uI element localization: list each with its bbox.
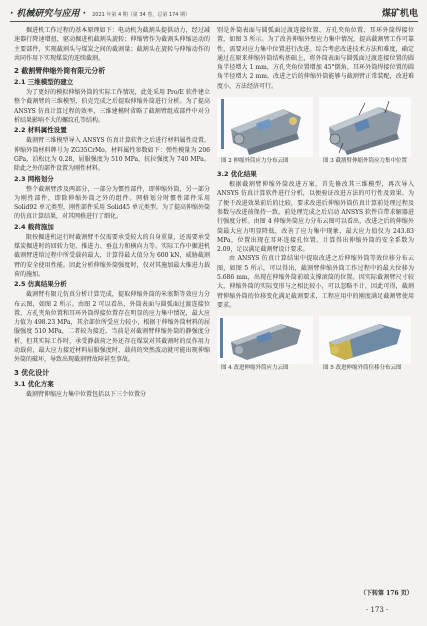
paragraph-2-2: 截割臂三维模型导入 ANSYS 仿真计算软件之后进行材料属性设置，伸缩外筒材料牌号为 ZG35CrMo，材料属性参数如下：弹性模量为 206 GPa，泊松比为 0.28，屈服强度为 510 MPa，抗拉强度为 740 MPa。除此之外的部件设置为刚性材料。: [14, 137, 210, 173]
left-column: [14, 26, 210, 399]
figure-3: [319, 97, 411, 165]
continued-note: （下转第 176 页）: [360, 590, 413, 597]
heading-2-3: 2.3 网格划分: [14, 174, 54, 183]
figure-3-caption: 图 3 截割臂伸缩外筒应力集中位置: [323, 158, 407, 165]
paragraph-3-2b: 由 ANSYS 仿真计算结果中提取改进之后伸缩外筒等效位移分布云图，如图 5 所示，可以得出，截割臂伸缩外筒工作过程中的最大位移为 5.686 mm，出现在伸缩外筒前端支撑滚筒的位置。因实际截割臂尺寸较大，伸缩外筒的实际变形与之相比较小，可以忽略不计，因此可得，截割臂伸缩外筒的位移变化满足截割要求，工程应用中的刚度满足截割臂使用要求。: [217, 255, 414, 309]
stress-concentration-image: [319, 97, 411, 157]
displacement-contour-image: [319, 316, 411, 364]
figure-4-caption: 图 4 改进伸缩外筒应力云图: [221, 365, 289, 372]
paragraph-2-5: 截割臂有限元仿真分析计算完成，提取伸缩外筒的米塞斯等效应力分布云图，如图 2 所示。由图 2 可以看出，外筒表面与圆弧面过渡连接位置，方孔夹角位置和耳环外筒焊接位置存在明显的应力集中情况，最大应力值为 498.23 MPa，其余部位所受应力较小，根据于伸缩外筒材料的屈服强度 510 MPa，二者较为接近。当前是对截割臂伸缩外筒的静强度分析，但其实际工作时，承受静载荷之外还存在煤炭对其截割时的反作用力动载荷，最大应力接近材料屈服强度时，载荷的突然波动就可能出现伸缩外筒的破坏，导致出现截割臂故障甚至事故。: [14, 291, 210, 364]
paragraph-3-1-cont: 别是外筒表面与圆弧面过渡连接位置、方孔夹角位置、耳环外筒焊接位置，如图 3 所示。为了改善伸缩外壁应力集中情况，提高截割臂工作可靠性，需要对应力集中位置进行改进。综合考虑改进技术方法和难度，确定通过在原来伸缩外筒结构基础上，将外筒表面与圆弧面过渡连接位置的圆角半径增大 1 mm，方孔夹角位置增加 45°倒角，耳环外筒焊接位置的圆角半径增大 2 mm。改进之后的伸缩外筒能够与截割臂正常装配，改进难度小，方法经济可行。: [217, 27, 414, 90]
running-header: [10, 6, 418, 22]
paragraph-2-3: 整个截割臂涉及两部分，一部分为惯性部件，即伸缩外筒，另一部分为刚性部件，即除伸缩外筒之外的组件。网格划分时惯性部件采用 Solid92 单元类型，刚性部件采用 Solid45 单元类型。为了提高伸缩外筒的仿真计算结果，对其网格进行了细化。: [14, 185, 210, 221]
figure-row-bottom: [217, 316, 414, 372]
heading-2-1: 2.1 三维模型的建立: [14, 78, 74, 87]
figure-5-caption: 图 5 改进伸缩外筒位移分布云图: [323, 365, 402, 372]
heading-3-2: 3.2 优化结果: [217, 170, 257, 179]
heading-2-4: 2.4 载荷施加: [14, 222, 54, 231]
paragraph-2-1: 为了更好的模拟伸缩外筒的实际工作情况，此处采用 Pro/E 软件建立整个截割臂的三维模型，伯克完成之后提取伸缩外筒进行分析。为了提高 ANSYS 仿真计算过程的效率，三维建模时省略了截割臂组成部件中对分析结果影响不大的螺纹孔等结构。: [14, 89, 210, 125]
heading-2-5: 2.5 仿真结果分析: [14, 280, 67, 289]
figure-row-top: [217, 97, 414, 165]
issue-info: 2021 年第 4 期（第 34 卷，总第 174 期）: [92, 12, 191, 18]
section-tag: 煤矿机电: [381, 9, 418, 19]
paragraph-3-2: 根据截割臂伸缩外筒改进方案，首先修改其三维模型，再次导入 ANSYS 仿真计算软件进行分析，以便验证改进方法的可行性及效果。为了便于改进效果前后的比较，要求改进后伸缩外筒仿真计算前处理过程及参数与改进前保持一致。前处理完成之后启动 ANSYS 软件自带求解器进行强度分析。由图 4 伸缩外筒应力分布云图可以看出，改进之后的伸缩外筒最大应力明显降低，改善了应力集中现象，最大应力值仅为 243.83 MPa，位置出现在耳环连接孔位置。计算得出伸缩外筒的安全系数为 2.09，足以满足截割臂设计要求。: [217, 181, 414, 254]
figure-4: [217, 316, 313, 372]
paragraph-2-4: 限按掘进机运行时截割臂不仅需要承受较大的自身重量，还需要承受煤炭掘进时的回转力矩、推进力、垂直力和横向力等。实际工作中掘进机截割臂进给过程中所受载荷最大，计算得最大值分为 600 kN，威胁截割臂的安全使用性能。因此分析伸缩外筒强度时，仅对其施加最大推进力载荷的施加。: [14, 233, 210, 278]
right-column: [217, 26, 414, 372]
stress-contour-image: [217, 97, 313, 157]
intro-paragraph: 掘进机工作过程的基本原理如下：电动机为截割头提供动力，经过减速器行降速增扭，驱动掘进机截割头旋转；伸缩臂作为截割头伸缩运动的主要部件，实现截割头与煤炭之间的截割量；截割头在旋转与伸缩动作的共同作用下实现煤炭的连续截割。: [14, 27, 210, 62]
improved-stress-image: [217, 316, 313, 364]
heading-2-2: 2.2 材料属性设置: [14, 126, 67, 135]
journal-title: · 机械研究与应用 ·: [10, 9, 87, 19]
figure-2-caption: 图 2 伸缩外筒应力分布云图: [221, 158, 289, 165]
heading-section-2: 2 截割臂伸缩外筒有限元分析: [14, 67, 106, 76]
figure-2: [217, 97, 313, 165]
paragraph-3-1: 截割臂伸缩应力集中位置包括以下三个位置分: [26, 390, 147, 398]
figure-5: [319, 316, 411, 372]
heading-section-3: 3 优化设计: [14, 368, 50, 377]
heading-3-1: 3.1 优化方案: [14, 379, 54, 388]
page-number: · 173 ·: [366, 606, 389, 614]
